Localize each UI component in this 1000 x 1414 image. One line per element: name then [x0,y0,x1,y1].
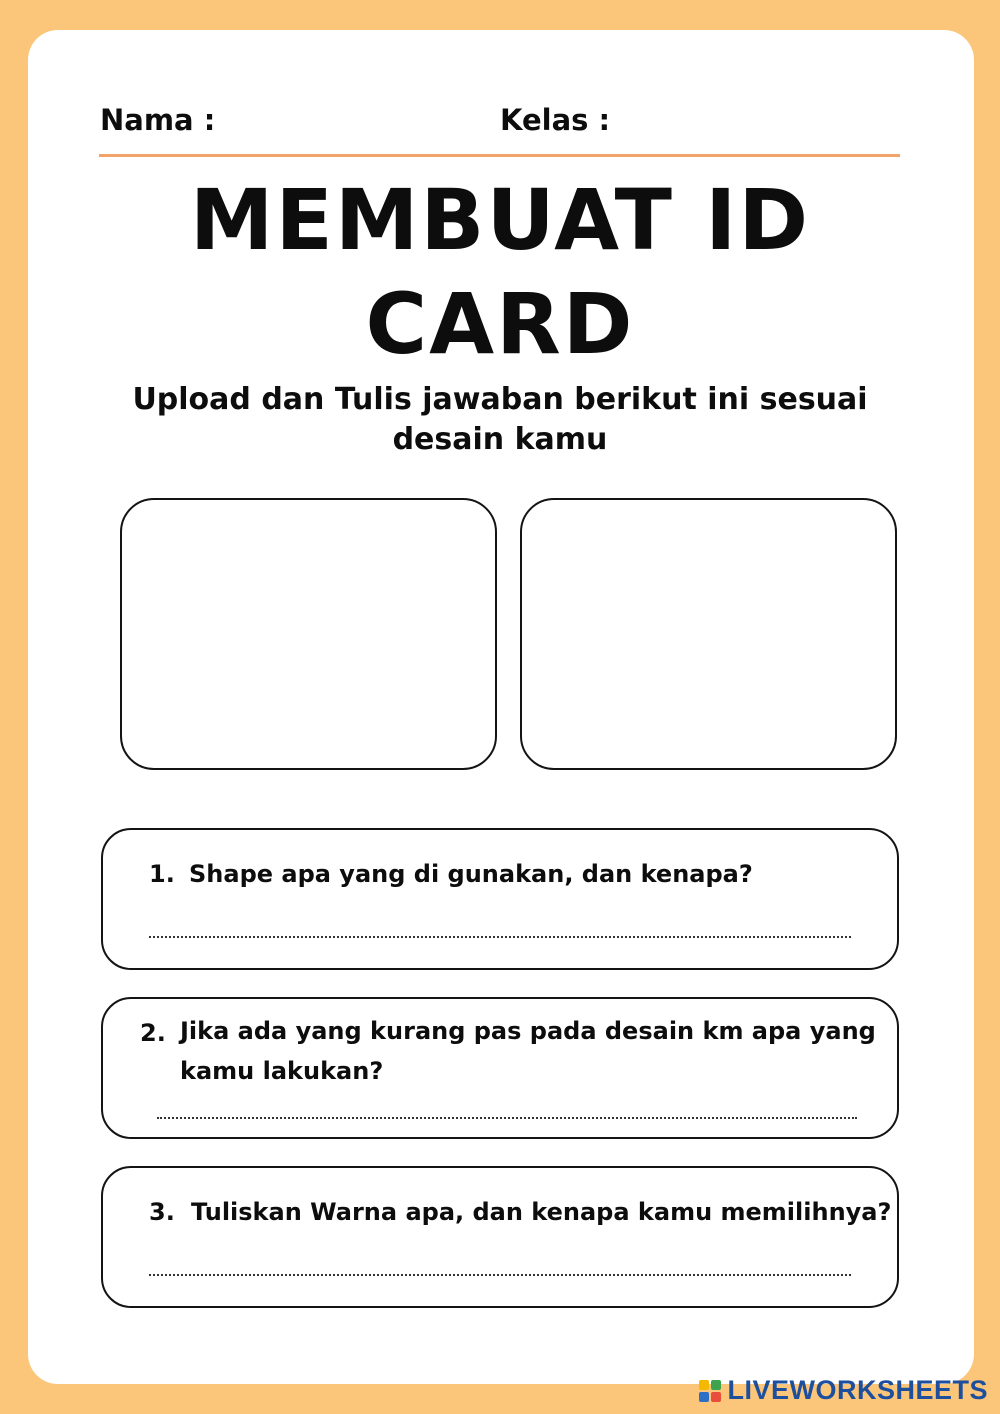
question-2-text-line-2: kamu lakukan? [180,1057,384,1085]
question-1-box [101,828,899,970]
header-divider [99,154,900,157]
instructions-line-2: desain kamu [392,422,608,457]
question-2-box [101,997,899,1139]
question-3-number: 3. [149,1198,175,1226]
page-title [100,168,900,376]
question-2-text-line-1: Jika ada yang kurang pas pada desain km apa yang [180,1017,876,1045]
liveworksheets-brand[interactable] [699,1375,988,1406]
class-label: Kelas : [500,103,611,137]
question-3-box [101,1166,899,1308]
liveworksheets-text: LIVEWORKSHEETS [727,1375,988,1405]
question-1-text: Shape apa yang di gunakan, dan kenapa? [189,860,753,888]
logo-square-3 [699,1392,709,1402]
question-1-answer-line[interactable] [149,936,851,938]
question-2-number: 2. [140,1019,166,1047]
question-2-answer-line[interactable] [157,1117,857,1119]
name-label: Nama : [100,103,216,137]
logo-square-4 [711,1392,721,1402]
question-1-number: 1. [149,860,175,888]
upload-box-right[interactable] [520,498,897,770]
logo-square-1 [699,1380,709,1390]
instructions [100,380,900,460]
title-line-2: CARD [365,275,635,373]
question-3-answer-line[interactable] [149,1274,851,1276]
liveworksheets-logo-icon [699,1380,721,1402]
question-3-text: Tuliskan Warna apa, dan kenapa kamu memilihnya? [191,1198,892,1226]
instructions-line-1: Upload dan Tulis jawaban berikut ini sesuai [132,382,868,417]
upload-box-left[interactable] [120,498,497,770]
title-line-1: MEMBUAT ID [189,171,811,269]
logo-square-2 [711,1380,721,1390]
